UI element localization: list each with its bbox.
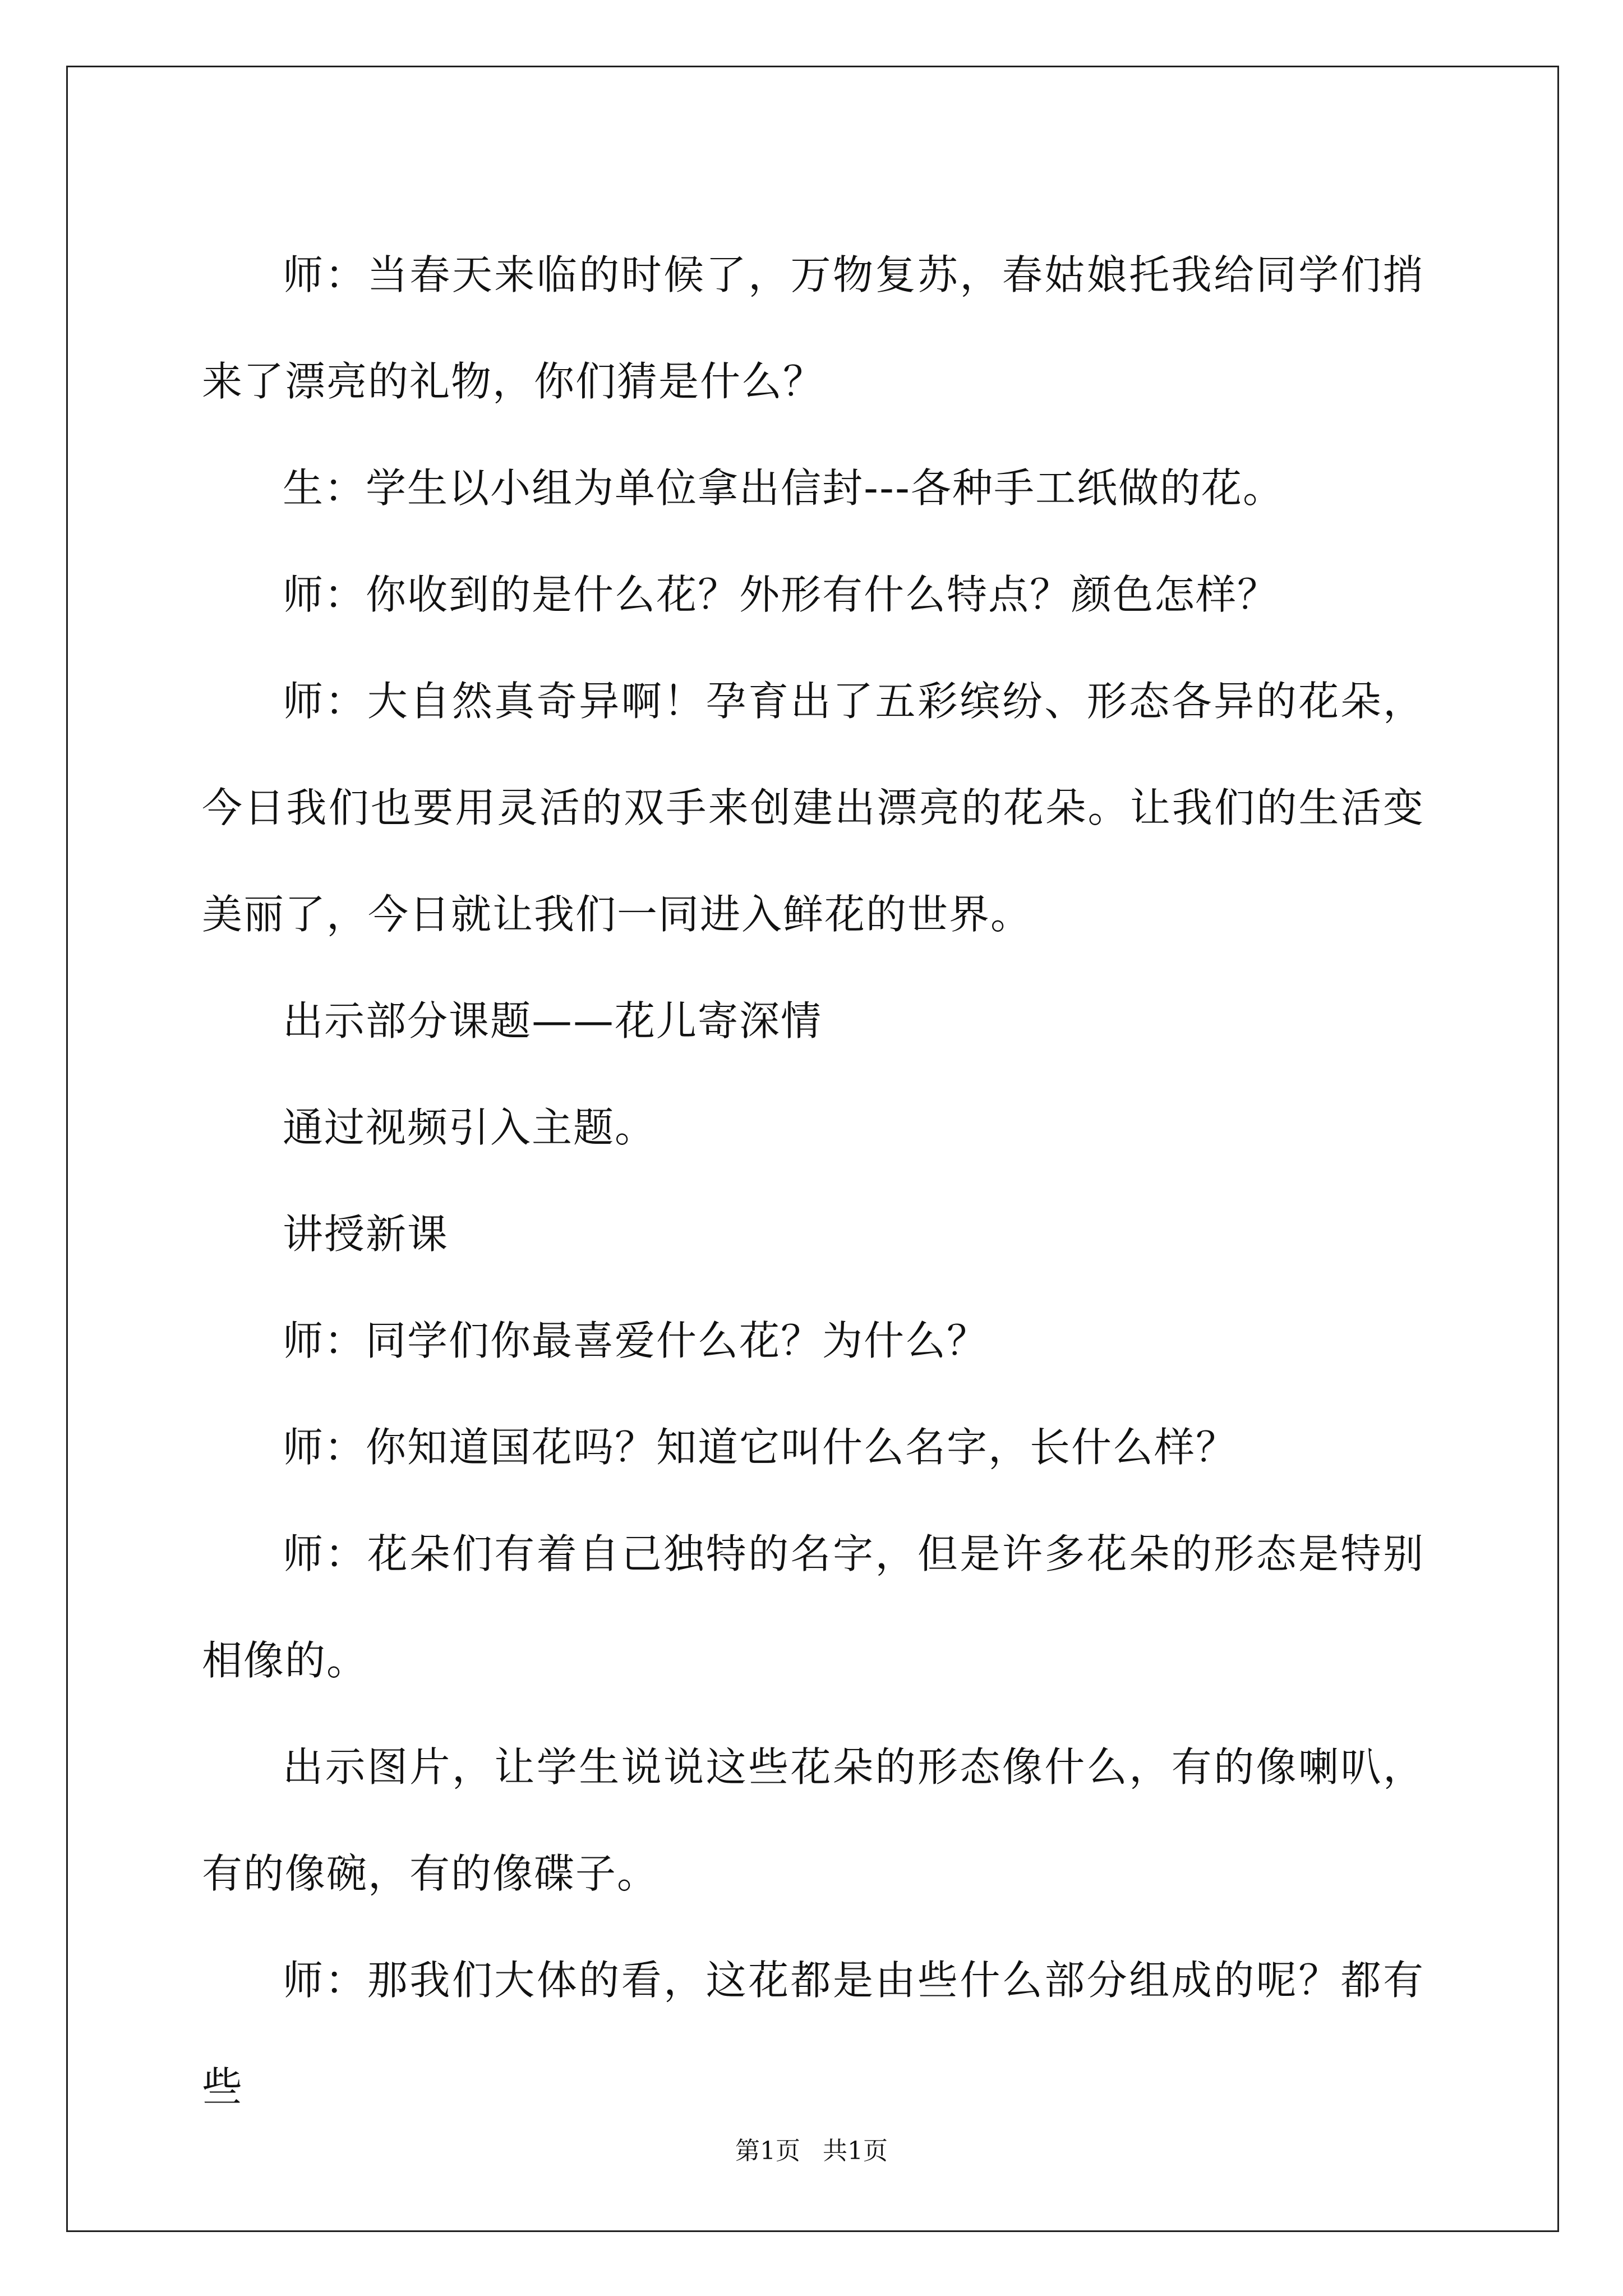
paragraph: 师：你收到的是什么花？外形有什么特点？颜色怎样？: [283, 571, 1279, 618]
paragraph: 生：学生以小组为单位拿出信封---各种手工纸做的花。: [283, 464, 1284, 512]
paragraph: 通过视频引入主题。: [283, 1104, 657, 1151]
paragraph: 师：你知道国花吗？知道它叫什么名字，长什么样？: [283, 1424, 1238, 1471]
document-body: [202, 222, 1424, 2140]
paragraph: 讲授新课: [283, 1211, 449, 1258]
paragraph: 师：花朵们有着自己独特的名字，但是许多花朵的形态是特别相像的。: [202, 1530, 1424, 1684]
page-footer: [0, 2131, 1623, 2166]
paragraph: 出示图片，让学生说说这些花朵的形态像什么，有的像喇叭，有的像碗，有的像碟子。: [202, 1743, 1424, 1897]
paragraph: 出示部分课题——花儿寄深情: [283, 997, 823, 1045]
paragraph: 师：大自然真奇异啊！孕育出了五彩缤纷、形态各异的花朵，今日我们也要用灵活的双手来创建出漂亮的花朵。让我们的生活变美丽了，今日就让我们一同进入鲜花的世界。: [202, 678, 1424, 938]
page-number: 第1页: [735, 2137, 800, 2165]
paragraph: 师：当春天来临的时候了，万物复苏，春姑娘托我给同学们捎来了漂亮的礼物，你们猜是什么？: [202, 251, 1424, 405]
paragraph: 师：那我们大体的看，这花都是由些什么部分组成的呢？都有些: [202, 1957, 1424, 2110]
page-total: 共1页: [823, 2137, 888, 2165]
paragraph: 师：同学们你最喜爱什么花？为什么？: [283, 1317, 989, 1364]
